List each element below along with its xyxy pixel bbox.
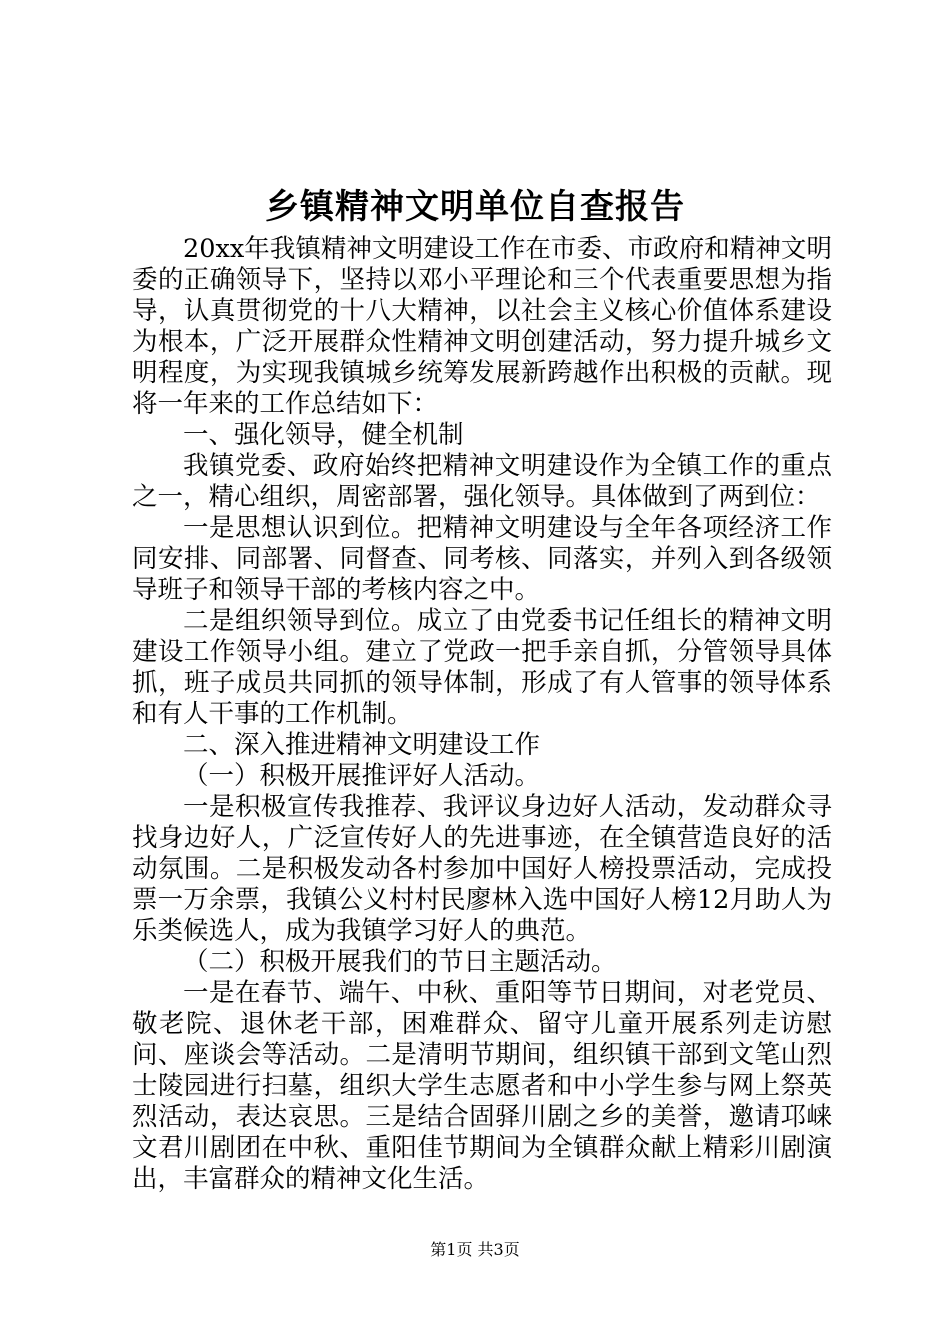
body-paragraph: 一是积极宣传我推荐、我评议身边好人活动，发动群众寻找身边好人，广泛宣传好人的先进事迹，在全镇营造良好的活动氛围。二是积极发动各村参加中国好人榜投票活动，完成投票一万余票，我镇公义村村民廖林入选中国好人榜12月助人为乐类候选人，成为我镇学习好人的典范。 [132, 792, 832, 946]
section-heading-1: 一、强化领导，健全机制 [183, 420, 464, 450]
document-title: 乡镇精神文明单位自查报告 [265, 187, 685, 227]
intro-paragraph: 20xx年我镇精神文明建设工作在市委、市政府和精神文明委的正确领导下，坚持以邓小平理论和三个代表重要思想为指导，认真贯彻党的十八大精神，以社会主义核心价值体系建设为根本，广泛开展群众性精神文明创建活动，努力提升城乡文明程度，为实现我镇城乡统筹发展新跨越作出积极的贡献。现将一年来的工作总结如下： [132, 234, 832, 419]
body-paragraph: 二是组织领导到位。成立了由党委书记任组长的精神文明建设工作领导小组。建立了党政一把手亲自抓，分管领导具体抓，班子成员共同抓的领导体制，形成了有人管事的领导体系和有人干事的工作机制。 [132, 606, 832, 729]
body-paragraph: 我镇党委、政府始终把精神文明建设作为全镇工作的重点之一，精心组织，周密部署，强化领导。具体做到了两到位： [132, 451, 832, 512]
subsection-heading-2: （二）积极开展我们的节日主题活动。 [183, 947, 617, 977]
page-number: 第1页 共3页 [430, 1240, 520, 1259]
body-paragraph: 一是在春节、端午、中秋、重阳等节日期间，对老党员、敬老院、退休老干部，困难群众、留守儿童开展系列走访慰问、座谈会等活动。二是清明节期间，组织镇干部到文笔山烈士陵园进行扫墓，组织大学生志愿者和中小学生参与网上祭英烈活动，表达哀思。三是结合固驿川剧之乡的美誉，邀请邛崃文君川剧团在中秋、重阳佳节期间为全镇群众献上精彩川剧演出，丰富群众的精神文化生活。 [132, 978, 832, 1194]
document-body [132, 234, 832, 1195]
subsection-heading-1: （一）积极开展推评好人活动。 [183, 761, 541, 791]
section-heading-2: 二、深入推进精神文明建设工作 [183, 730, 541, 760]
body-paragraph: 一是思想认识到位。把精神文明建设与全年各项经济工作同安排、同部署、同督查、同考核、同落实，并列入到各级领导班子和领导干部的考核内容之中。 [132, 513, 832, 605]
